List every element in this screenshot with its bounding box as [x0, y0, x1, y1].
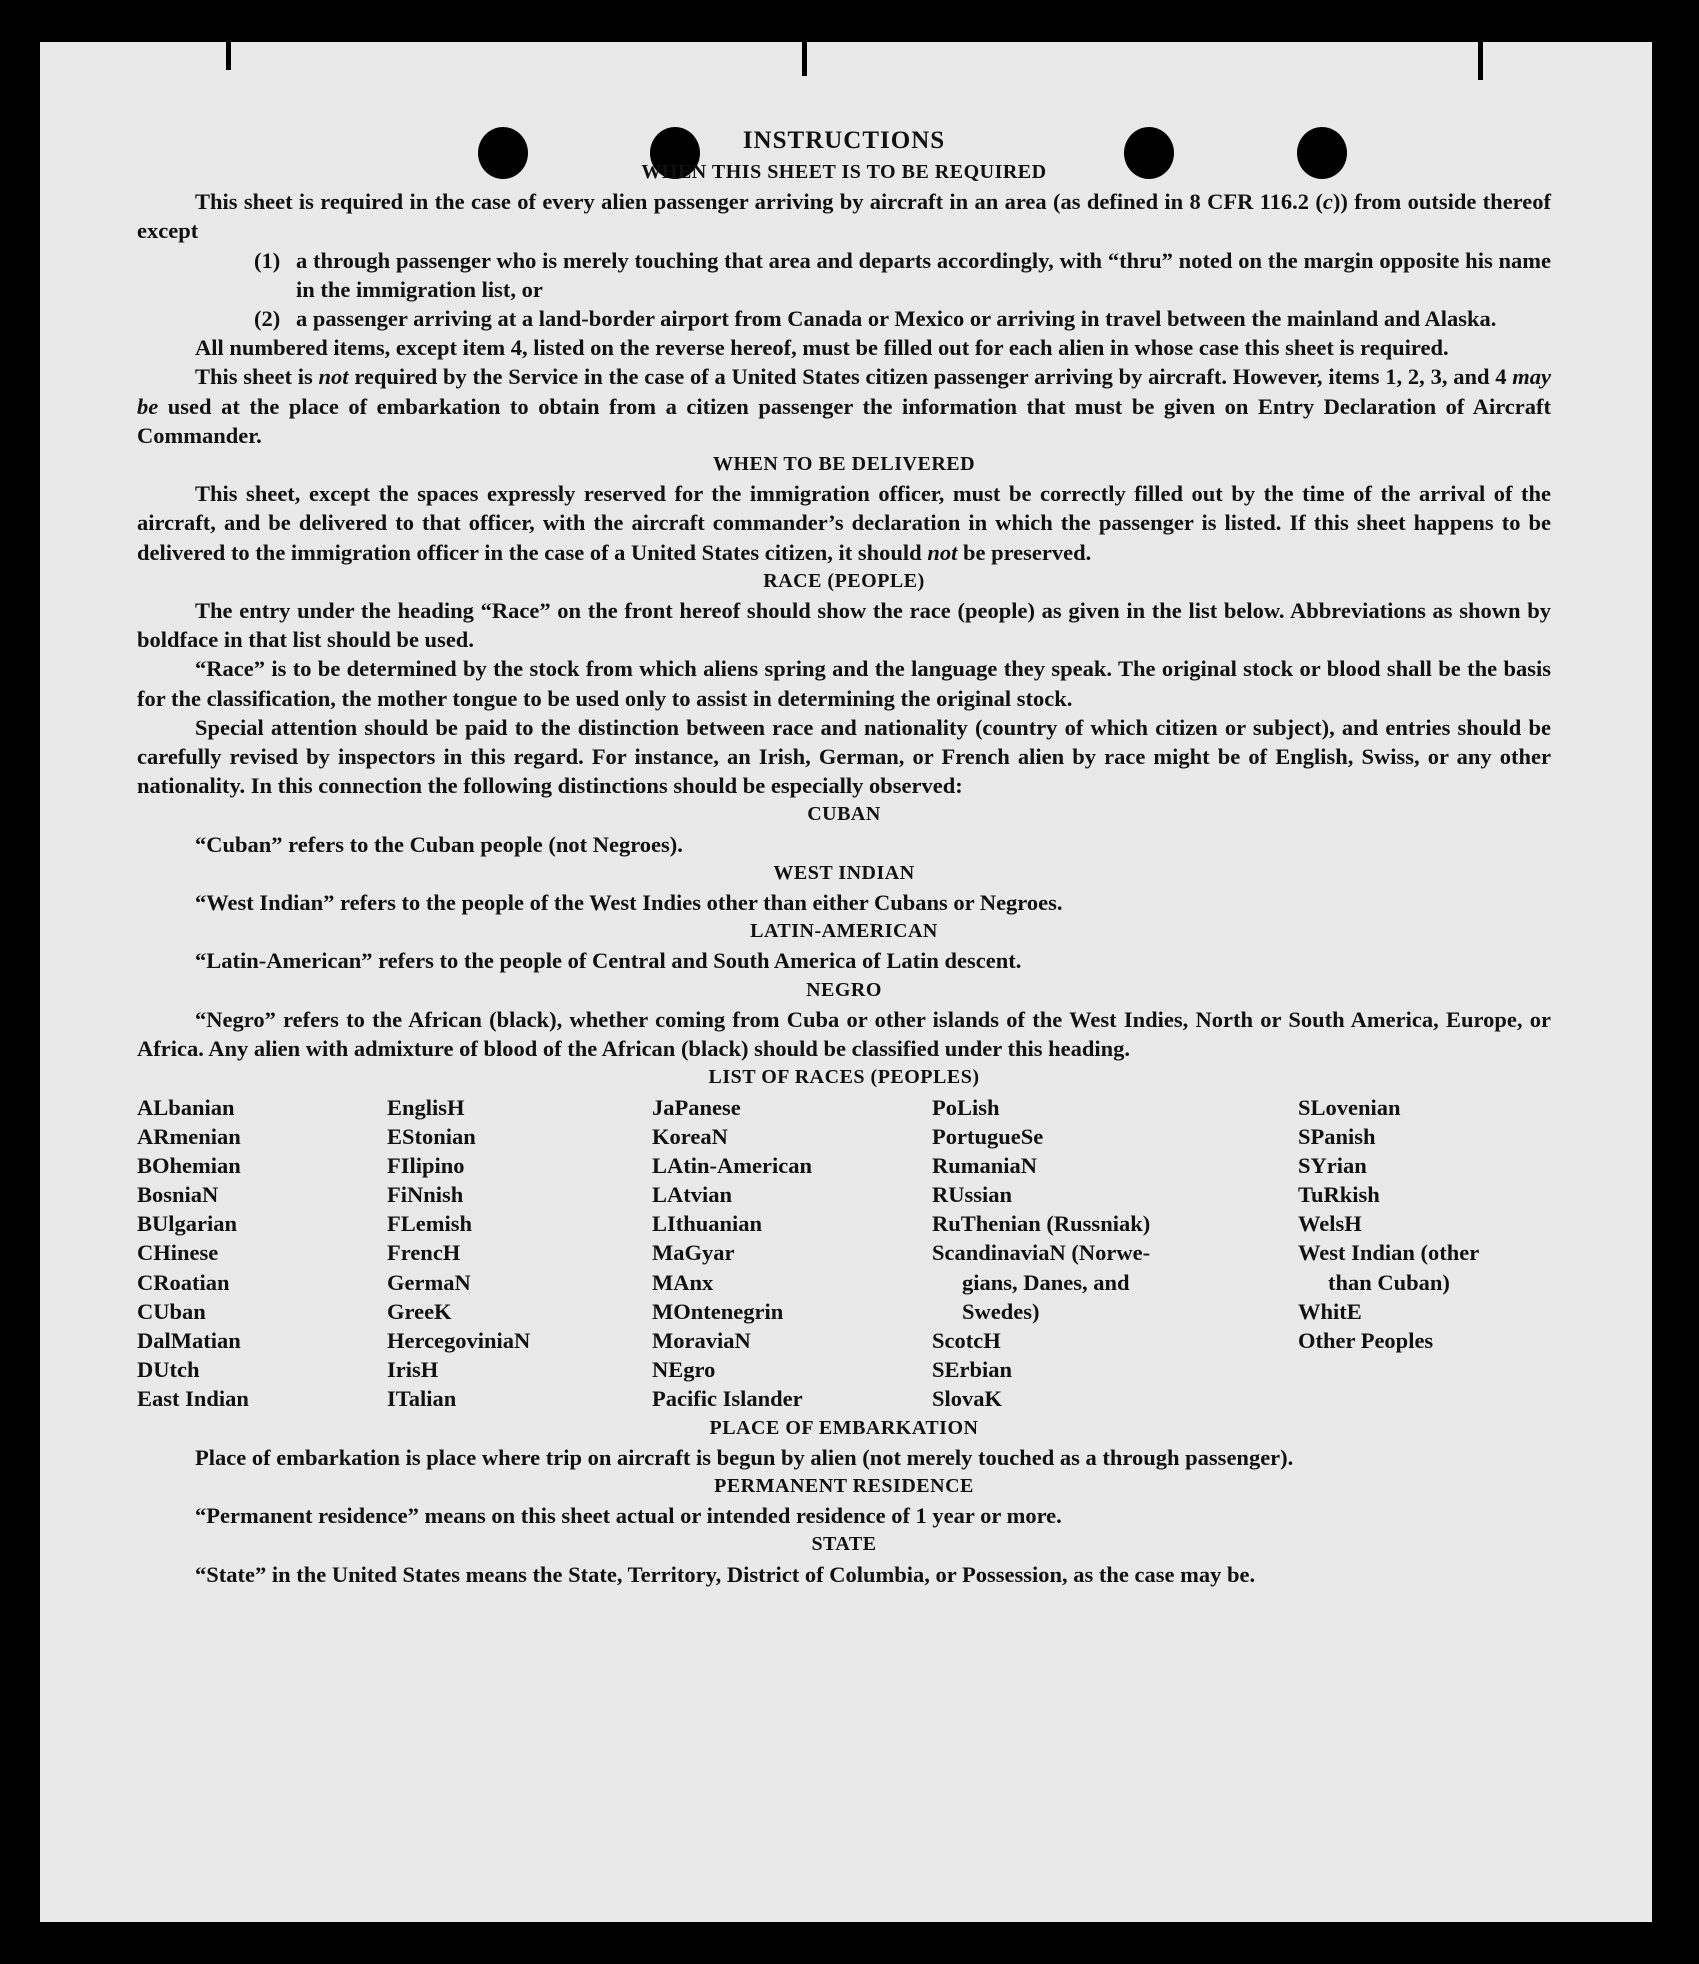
- race-entry: ALbanian: [137, 1094, 235, 1120]
- section-heading: STATE: [811, 1533, 877, 1556]
- paragraph: “West Indian” refers to the people of the West Indies other than either Cubans or Negroes.: [195, 890, 1063, 916]
- page-title: INSTRUCTIONS: [742, 127, 946, 154]
- race-entry: SlovaK: [932, 1386, 1003, 1412]
- race-entry: WhitE: [1298, 1298, 1362, 1324]
- scan-mark: [1478, 42, 1483, 80]
- section-heading: LIST OF RACES (PEOPLES): [708, 1066, 980, 1089]
- races-list: [137, 1093, 1551, 1414]
- paragraph: This sheet is not required by the Service in the case of a United States citizen passenger arriving by aircraft. However, items 1, 2, 3, and 4 may be used at the place of embarkation to obtain from a citizen passenger the information that must be given on Entry Declaration of Aircraft Commander.: [137, 364, 1551, 448]
- race-entry: FLemish: [387, 1211, 473, 1237]
- race-entry: GermaN: [387, 1269, 471, 1295]
- race-entry: DalMatian: [137, 1328, 241, 1353]
- race-entry: NEgro: [652, 1357, 716, 1383]
- race-entry: ScotcH: [932, 1328, 1001, 1353]
- race-entry: gians, Danes, and: [962, 1269, 1130, 1295]
- section-heading: CUBAN: [807, 803, 881, 826]
- section-heading: LATIN-AMERICAN: [750, 920, 938, 943]
- paragraph: “State” in the United States means the State, Territory, District of Columbia, or Possession, as the case may be.: [195, 1561, 1256, 1587]
- race-entry: FIlipino: [387, 1152, 465, 1178]
- race-entry: RuThenian (Russniak): [932, 1211, 1151, 1237]
- list-item: (1) a through passenger who is merely touching that area and departs accordingly, with “thru” noted on the margin opposite his name in the immigration list, or: [254, 247, 1551, 302]
- paragraph: “Cuban” refers to the Cuban people (not Negroes).: [195, 831, 683, 857]
- race-entry: EnglisH: [387, 1094, 465, 1120]
- paragraph: “Race” is to be determined by the stock from which aliens spring and the language they speak. The original stock or blood shall be the basis for the classification, the mother tongue to be used only to assist in determining the original stock.: [137, 656, 1551, 711]
- races-column: [652, 1093, 932, 1414]
- race-entry: LAtvian: [652, 1182, 733, 1208]
- paragraph: “Latin-American” refers to the people of Central and South America of Latin descent.: [195, 948, 1022, 974]
- race-entry: Other Peoples: [1298, 1328, 1434, 1353]
- race-entry: IrisH: [387, 1357, 439, 1383]
- race-entry: EStonian: [387, 1123, 476, 1149]
- race-entry: than Cuban): [1328, 1269, 1450, 1295]
- race-entry: TuRkish: [1298, 1182, 1380, 1208]
- race-entry: MOntenegrin: [652, 1298, 784, 1324]
- race-entry: LIthuanian: [652, 1211, 763, 1237]
- paragraph: This sheet, except the spaces expressly reserved for the immigration officer, must be correctly filled out by the time of the arrival of the aircraft, and be delivered to that officer, with the aircraft commander’s declaration in which the passenger is listed. If this sheet happens to be delivered to the immigration officer in the case of a United States citizen, it should not be preserved.: [137, 481, 1551, 565]
- race-entry: BOhemian: [137, 1152, 241, 1178]
- race-entry: CRoatian: [137, 1269, 230, 1295]
- section-heading: NEGRO: [806, 978, 882, 1001]
- paragraph: All numbered items, except item 4, listed on the reverse hereof, must be filled out for each alien in whose case this sheet is required.: [195, 335, 1449, 361]
- race-entry: GreeK: [387, 1298, 452, 1324]
- paragraph: The entry under the heading “Race” on the front hereof should show the race (people) as given in the list below. Abbreviations as shown by boldface in that list should be used.: [137, 598, 1551, 653]
- race-entry: Swedes): [962, 1298, 1040, 1324]
- race-entry: LAtin-American: [652, 1152, 812, 1178]
- instructions-body: [137, 124, 1551, 1589]
- races-column: [932, 1093, 1298, 1414]
- race-entry: FiNnish: [387, 1182, 464, 1208]
- race-entry: East Indian: [137, 1386, 249, 1412]
- race-entry: MAnx: [652, 1269, 714, 1295]
- race-entry: SLovenian: [1298, 1094, 1401, 1120]
- race-entry: CHinese: [137, 1240, 219, 1266]
- race-entry: MoraviaN: [652, 1328, 751, 1353]
- race-entry: PoLish: [932, 1094, 1000, 1120]
- race-entry: PortugueSe: [932, 1123, 1044, 1149]
- section-heading: WHEN TO BE DELIVERED: [712, 453, 976, 476]
- paragraph: This sheet is required in the case of every alien passenger arriving by aircraft in an area (as defined in 8 CFR 116.2 (c)) from outside thereof except: [137, 189, 1551, 244]
- race-entry: ITalian: [387, 1386, 457, 1412]
- section-heading: WHEN THIS SHEET IS TO BE REQUIRED: [641, 161, 1047, 183]
- paragraph: “Permanent residence” means on this sheet actual or intended residence of 1 year or more.: [195, 1503, 1062, 1529]
- race-entry: KoreaN: [652, 1123, 728, 1149]
- races-column: [137, 1093, 387, 1414]
- race-entry: DUtch: [137, 1357, 200, 1383]
- race-entry: ScandinaviaN (Norwe-: [932, 1240, 1151, 1266]
- scan-mark: [802, 42, 807, 76]
- race-entry: BosniaN: [137, 1182, 219, 1208]
- race-entry: Pacific Islander: [652, 1386, 803, 1412]
- race-entry: SPanish: [1298, 1123, 1376, 1149]
- race-entry: HercegoviniaN: [387, 1328, 531, 1353]
- race-entry: CUban: [137, 1298, 206, 1324]
- races-column: [387, 1093, 652, 1414]
- race-entry: ARmenian: [137, 1123, 241, 1149]
- races-column: [1298, 1093, 1551, 1414]
- race-entry: West Indian (other: [1298, 1240, 1480, 1266]
- paragraph: “Negro” refers to the African (black), whether coming from Cuba or other islands of the West Indies, North or South America, Europe, or Africa. Any alien with admixture of blood of the African (black) should be classified under this heading.: [137, 1006, 1551, 1062]
- list-item: (2) a passenger arriving at a land-border airport from Canada or Mexico or arriving in travel between the mainland and Alaska.: [254, 306, 1497, 332]
- race-entry: BUlgarian: [137, 1211, 238, 1237]
- paragraph: Special attention should be paid to the distinction between race and nationality (country of which citizen or subject), and entries should be carefully revised by inspectors in this regard. For instance, an Irish, German, or French alien by race might be of English, Swiss, or any other nationality. In this connection the following distinctions should be especially observed:: [137, 714, 1551, 799]
- section-heading: PLACE OF EMBARKATION: [709, 1416, 979, 1439]
- section-heading: WEST INDIAN: [773, 861, 915, 884]
- race-entry: MaGyar: [652, 1240, 735, 1266]
- race-entry: RUssian: [932, 1182, 1013, 1208]
- race-entry: JaPanese: [652, 1094, 741, 1120]
- race-entry: RumaniaN: [932, 1152, 1038, 1178]
- section-heading: RACE (PEOPLE): [763, 569, 925, 592]
- race-entry: SErbian: [932, 1357, 1013, 1383]
- scan-mark: [226, 42, 231, 70]
- race-entry: SYrian: [1298, 1152, 1367, 1178]
- paragraph: Place of embarkation is place where trip on aircraft is begun by alien (not merely touched as a through passenger).: [195, 1444, 1294, 1470]
- race-entry: WelsH: [1298, 1211, 1362, 1237]
- section-heading: PERMANENT RESIDENCE: [714, 1474, 974, 1497]
- race-entry: FrencH: [387, 1240, 461, 1266]
